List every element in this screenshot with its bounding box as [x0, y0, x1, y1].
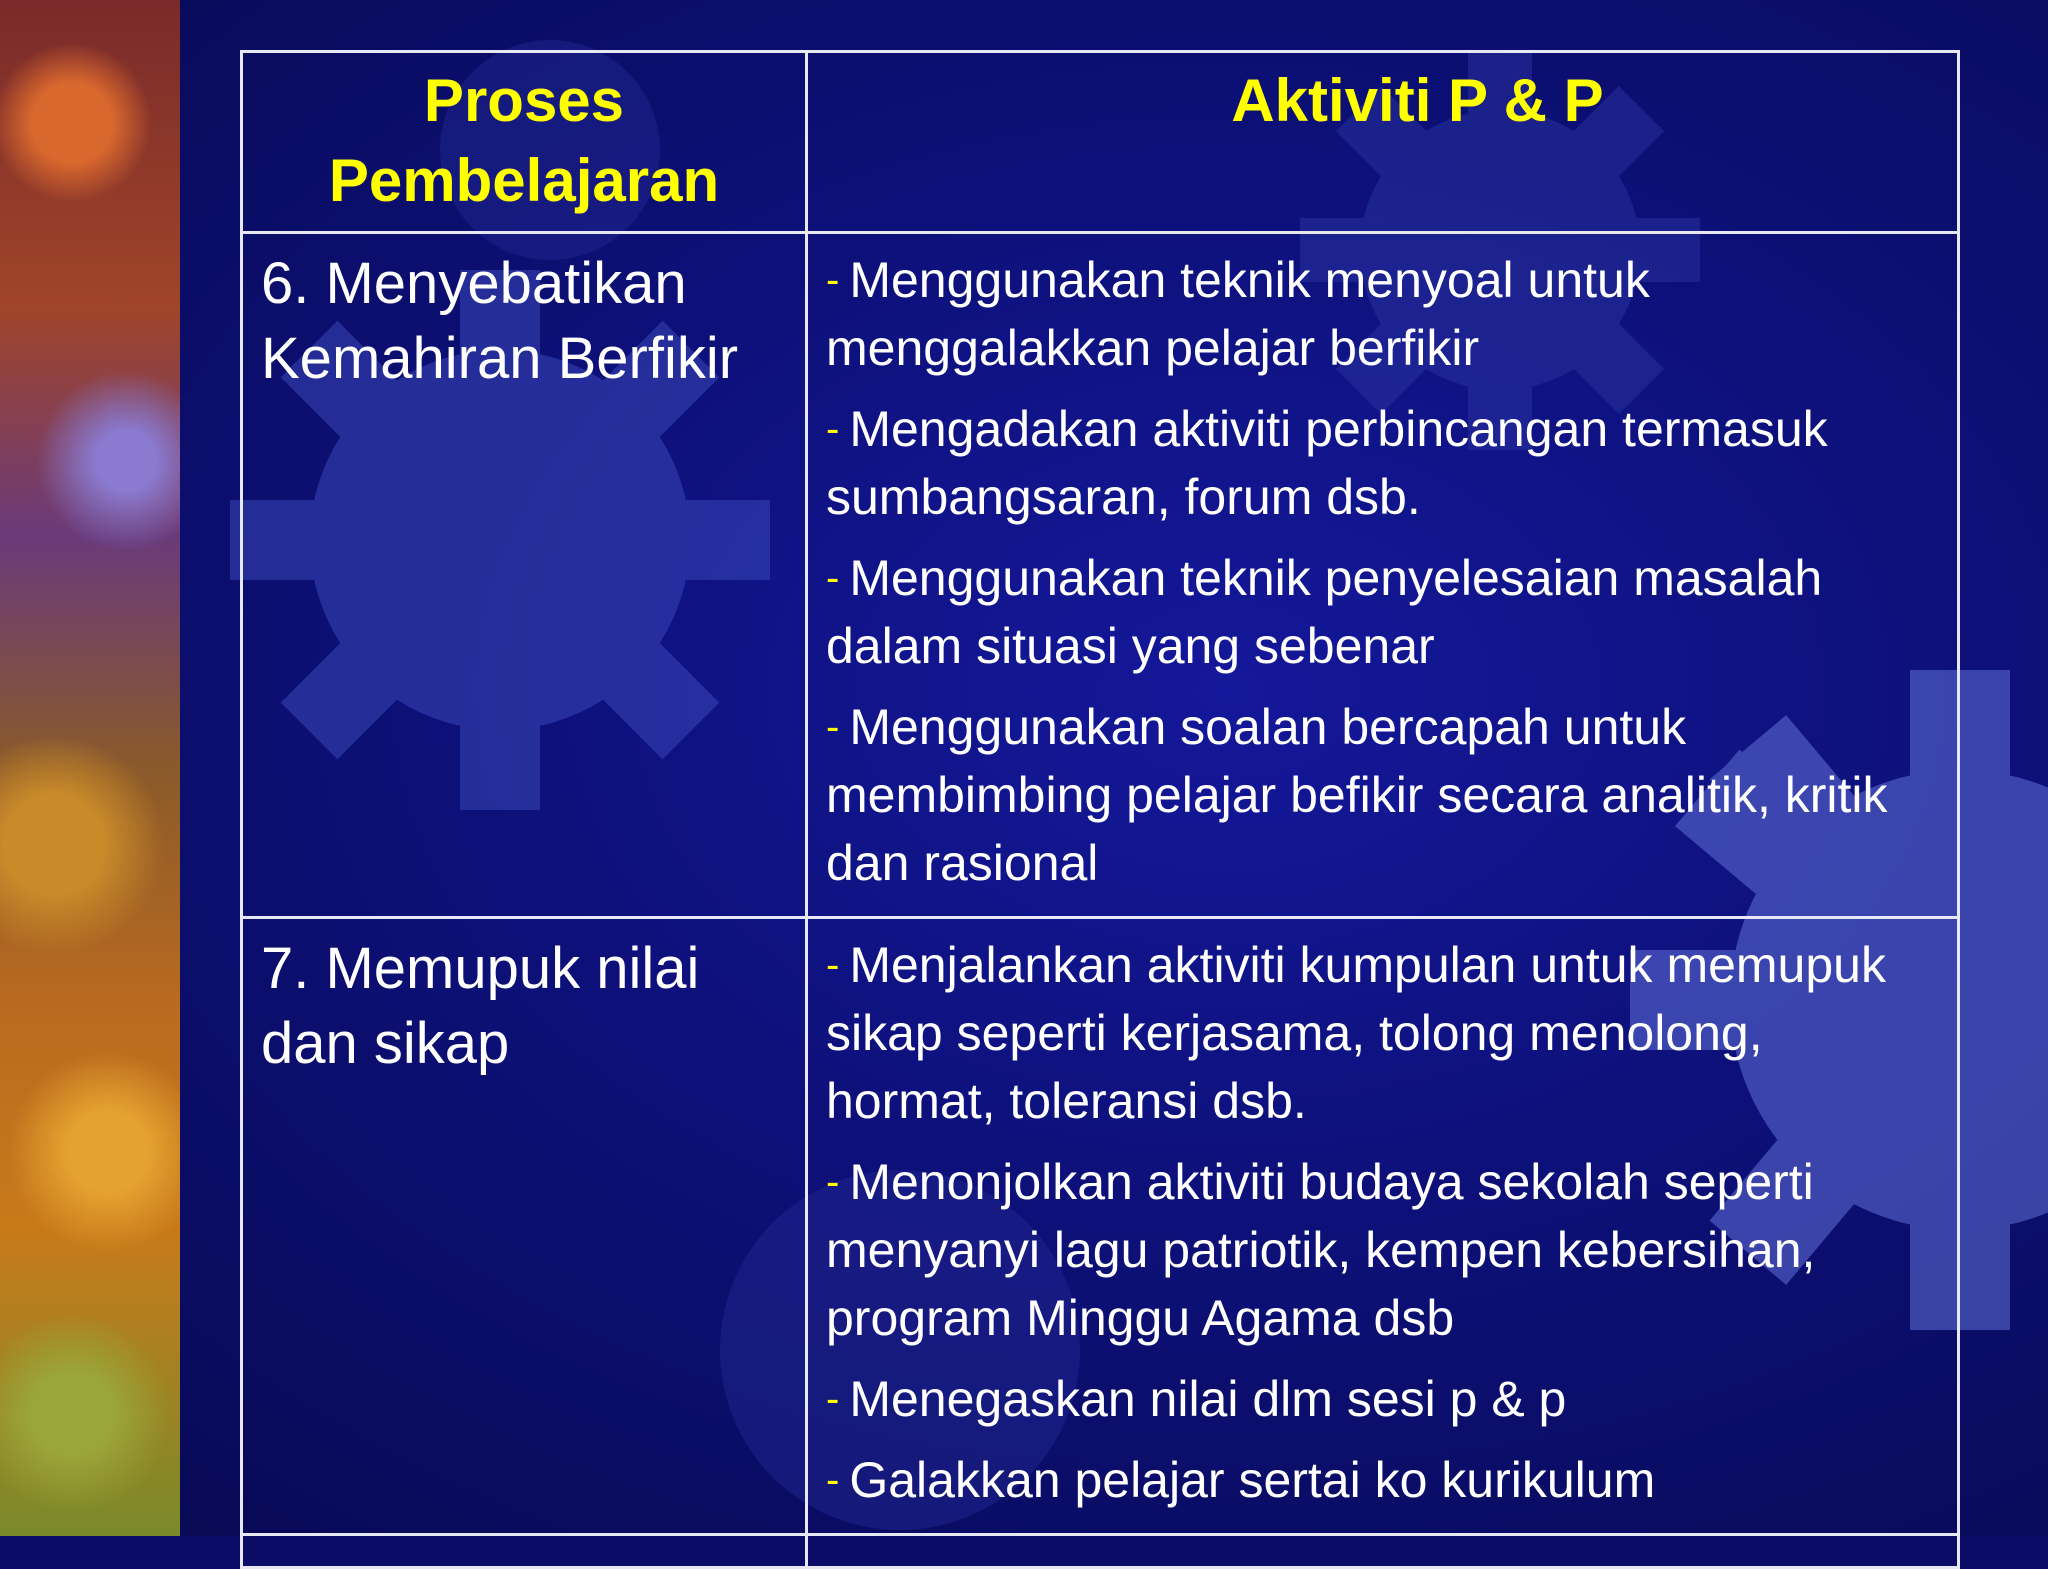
activity-text: Menggunakan soalan bercapah untuk membimbing pelajar befikir secara analitik, kritik dan rasional: [826, 699, 1888, 891]
table-row: [242, 918, 1959, 1535]
bullet-dash: -: [826, 943, 840, 987]
decorative-left-strip: [0, 0, 180, 1536]
process-cell: [242, 918, 807, 1535]
process-cell: [242, 233, 807, 918]
activity-text: Menonjolkan aktiviti budaya sekolah seperti menyanyi lagu patriotik, kempen kebersihan, program Minggu Agama dsb: [826, 1154, 1816, 1346]
bullet-dash: -: [826, 258, 840, 302]
process-label: 6. Menyebatikan Kemahiran Berfikir: [261, 251, 739, 391]
activity-item: [826, 1148, 1939, 1352]
activity-text: Menggunakan teknik penyelesaian masalah dalam situasi yang sebenar: [826, 550, 1823, 674]
bullet-dash: -: [826, 407, 840, 451]
activity-text: Mengadakan aktiviti perbincangan termasuk sumbangsaran, forum dsb.: [826, 401, 1828, 525]
activity-item: [826, 246, 1939, 382]
bullet-dash: -: [826, 1377, 840, 1421]
table-row: [242, 233, 1959, 918]
bullet-dash: -: [826, 705, 840, 749]
activity-item: [826, 544, 1939, 680]
activity-item: [826, 693, 1939, 897]
process-activity-table: [240, 50, 1960, 1569]
bullet-dash: -: [826, 1458, 840, 1502]
process-label: 7. Memupuk nilai dan sikap: [261, 936, 700, 1076]
activity-text: Menegaskan nilai dlm sesi p & p: [849, 1371, 1567, 1427]
bullet-dash: -: [826, 1160, 840, 1204]
empty-cell: [807, 1535, 1959, 1568]
activity-item: [826, 395, 1939, 531]
activity-text: Galakkan pelajar sertai ko kurikulum: [849, 1452, 1656, 1508]
header-proses-pembelajaran: Proses Pembelajaran: [242, 52, 807, 233]
table-header-row: [242, 52, 1959, 233]
activity-text: Menjalankan aktiviti kumpulan untuk memupuk sikap seperti kerjasama, tolong menolong, hormat, toleransi dsb.: [826, 937, 1886, 1129]
activities-cell: [807, 918, 1959, 1535]
activity-text: Menggunakan teknik menyoal untuk menggalakkan pelajar berfikir: [826, 252, 1650, 376]
activity-item: [826, 1365, 1939, 1433]
header-aktiviti-pp: Aktiviti P & P: [807, 52, 1959, 233]
activity-item: [826, 1446, 1939, 1514]
empty-cell: [242, 1535, 807, 1568]
bullet-dash: -: [826, 556, 840, 600]
activity-item: [826, 931, 1939, 1135]
table-row-continuation: [242, 1535, 1959, 1568]
activities-cell: [807, 233, 1959, 918]
